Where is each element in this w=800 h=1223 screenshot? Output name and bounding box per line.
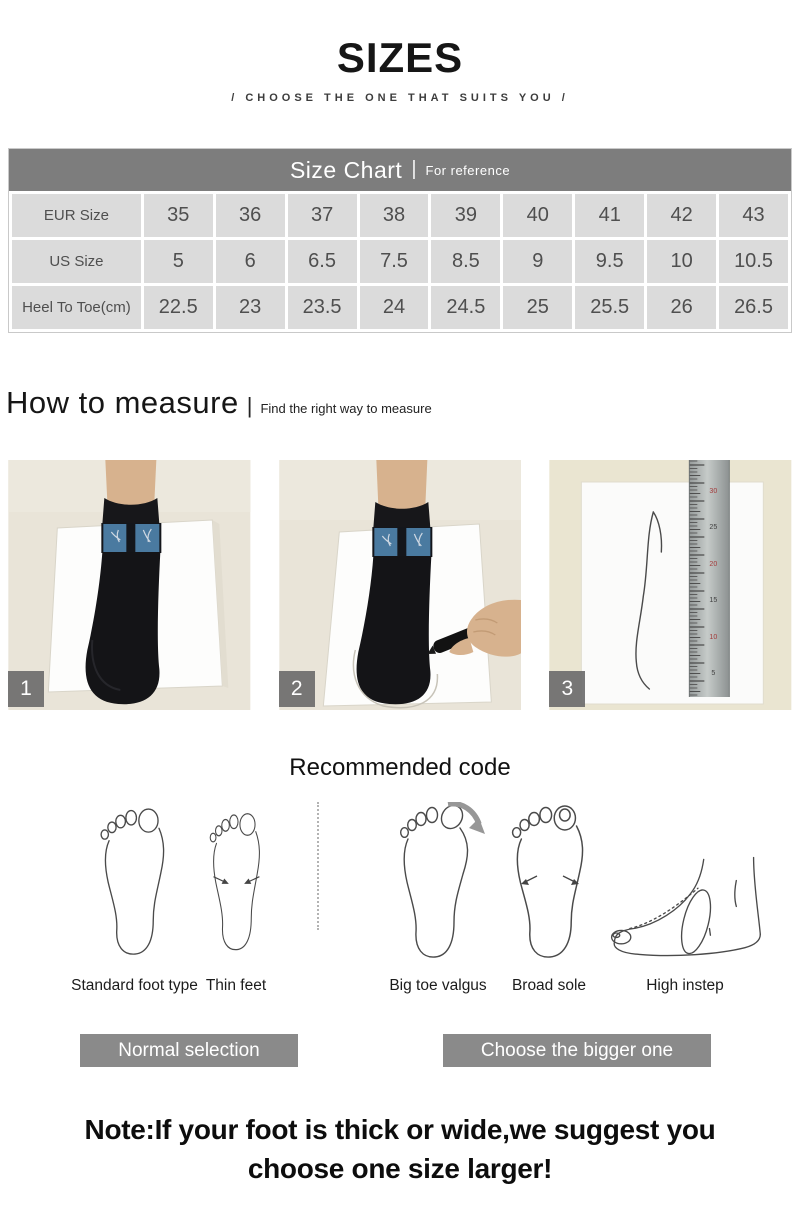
table-row-eur	[12, 194, 788, 237]
step-photo-3	[549, 460, 792, 710]
group-divider	[317, 802, 319, 930]
size-note: Note:If your foot is thick or wide,we suggest you choose one size larger!	[84, 1114, 716, 1184]
step-photo-2	[279, 460, 522, 710]
size-cell: 5	[144, 240, 213, 283]
ruler-number: 15	[709, 597, 718, 604]
size-cell: 8.5	[431, 240, 500, 283]
how-to-measure-header	[6, 385, 800, 421]
ruler-number: 10	[709, 634, 718, 641]
size-cell: 26	[647, 286, 716, 329]
page-subtitle: / CHOOSE THE ONE THAT SUITS YOU /	[231, 92, 569, 104]
big-toe-valgus-icon	[386, 802, 490, 964]
foot-type-instep	[600, 794, 770, 995]
size-cell: 9	[503, 240, 572, 283]
size-cell: 22.5	[144, 286, 213, 329]
size-cell: 26.5	[719, 286, 788, 329]
measure-steps	[8, 460, 792, 710]
step-number-badge: 1	[8, 671, 44, 707]
size-chart-header	[9, 149, 791, 191]
size-cell: 23	[216, 286, 285, 329]
size-cell: 43	[719, 194, 788, 237]
size-chart-section	[8, 148, 792, 333]
size-cell: 25	[503, 286, 572, 329]
step-photo-1	[8, 460, 251, 710]
size-cell: 24.5	[431, 286, 500, 329]
size-cell: 9.5	[575, 240, 644, 283]
size-cell: 39	[431, 194, 500, 237]
size-cell: 6.5	[288, 240, 357, 283]
size-chart-title: Size Chart	[289, 156, 403, 183]
size-cell: 38	[360, 194, 429, 237]
size-cell: 25.5	[575, 286, 644, 329]
step-number-badge: 2	[279, 671, 315, 707]
foot-type-diagrams	[0, 794, 800, 1009]
size-table	[9, 191, 791, 332]
foot-type-label: High instep	[646, 977, 724, 994]
foot-type-label: Standard foot type	[71, 977, 198, 994]
foot-type-thin	[180, 794, 292, 995]
ruler-number: 5	[711, 670, 716, 677]
row-label: Heel To Toe(cm)	[12, 286, 141, 329]
thin-feet-icon	[191, 802, 281, 964]
foot-type-broad	[490, 794, 608, 995]
foot-type-valgus	[383, 794, 493, 995]
size-cell: 10.5	[719, 240, 788, 283]
sock-on-paper-image	[8, 460, 251, 710]
size-cell: 35	[144, 194, 213, 237]
size-cell: 41	[575, 194, 644, 237]
table-row-us	[12, 240, 788, 283]
size-cell: 36	[216, 194, 285, 237]
foot-type-label: Big toe valgus	[389, 977, 487, 994]
size-chart-separator: |	[411, 157, 417, 180]
size-cell: 10	[647, 240, 716, 283]
page-title: SIZES	[336, 34, 464, 81]
how-to-measure-subtitle: Find the right way to measure	[260, 401, 432, 416]
size-cell: 6	[216, 240, 285, 283]
foot-type-label: Thin feet	[205, 977, 267, 994]
normal-selection-chip: Normal selection	[80, 1034, 298, 1067]
selection-chips	[0, 1034, 800, 1067]
choose-bigger-chip: Choose the bigger one	[443, 1034, 711, 1067]
size-cell: 23.5	[288, 286, 357, 329]
size-cell: 24	[360, 286, 429, 329]
ruler-number: 20	[709, 561, 718, 568]
size-cell: 7.5	[360, 240, 429, 283]
ruler-number: 30	[709, 488, 718, 495]
step-number-badge: 3	[549, 671, 585, 707]
ruler-number: 25	[709, 524, 718, 531]
row-label: US Size	[12, 240, 141, 283]
row-label: EUR Size	[12, 194, 141, 237]
recommended-title: Recommended code	[289, 754, 511, 781]
size-cell: 42	[647, 194, 716, 237]
header	[0, 0, 800, 104]
broad-sole-icon	[495, 802, 603, 964]
standard-foot-icon	[87, 802, 183, 964]
size-cell: 40	[503, 194, 572, 237]
trace-foot-image	[279, 460, 522, 710]
high-instep-icon	[601, 846, 769, 964]
size-chart-note: For reference	[425, 162, 511, 178]
how-to-measure-title: How to measure	[6, 385, 239, 420]
size-cell: 37	[288, 194, 357, 237]
table-row-heel-toe	[12, 286, 788, 329]
how-to-measure-separator: |	[246, 393, 253, 418]
ruler-measure-image	[549, 460, 792, 710]
foot-type-label: Broad sole	[511, 977, 587, 994]
